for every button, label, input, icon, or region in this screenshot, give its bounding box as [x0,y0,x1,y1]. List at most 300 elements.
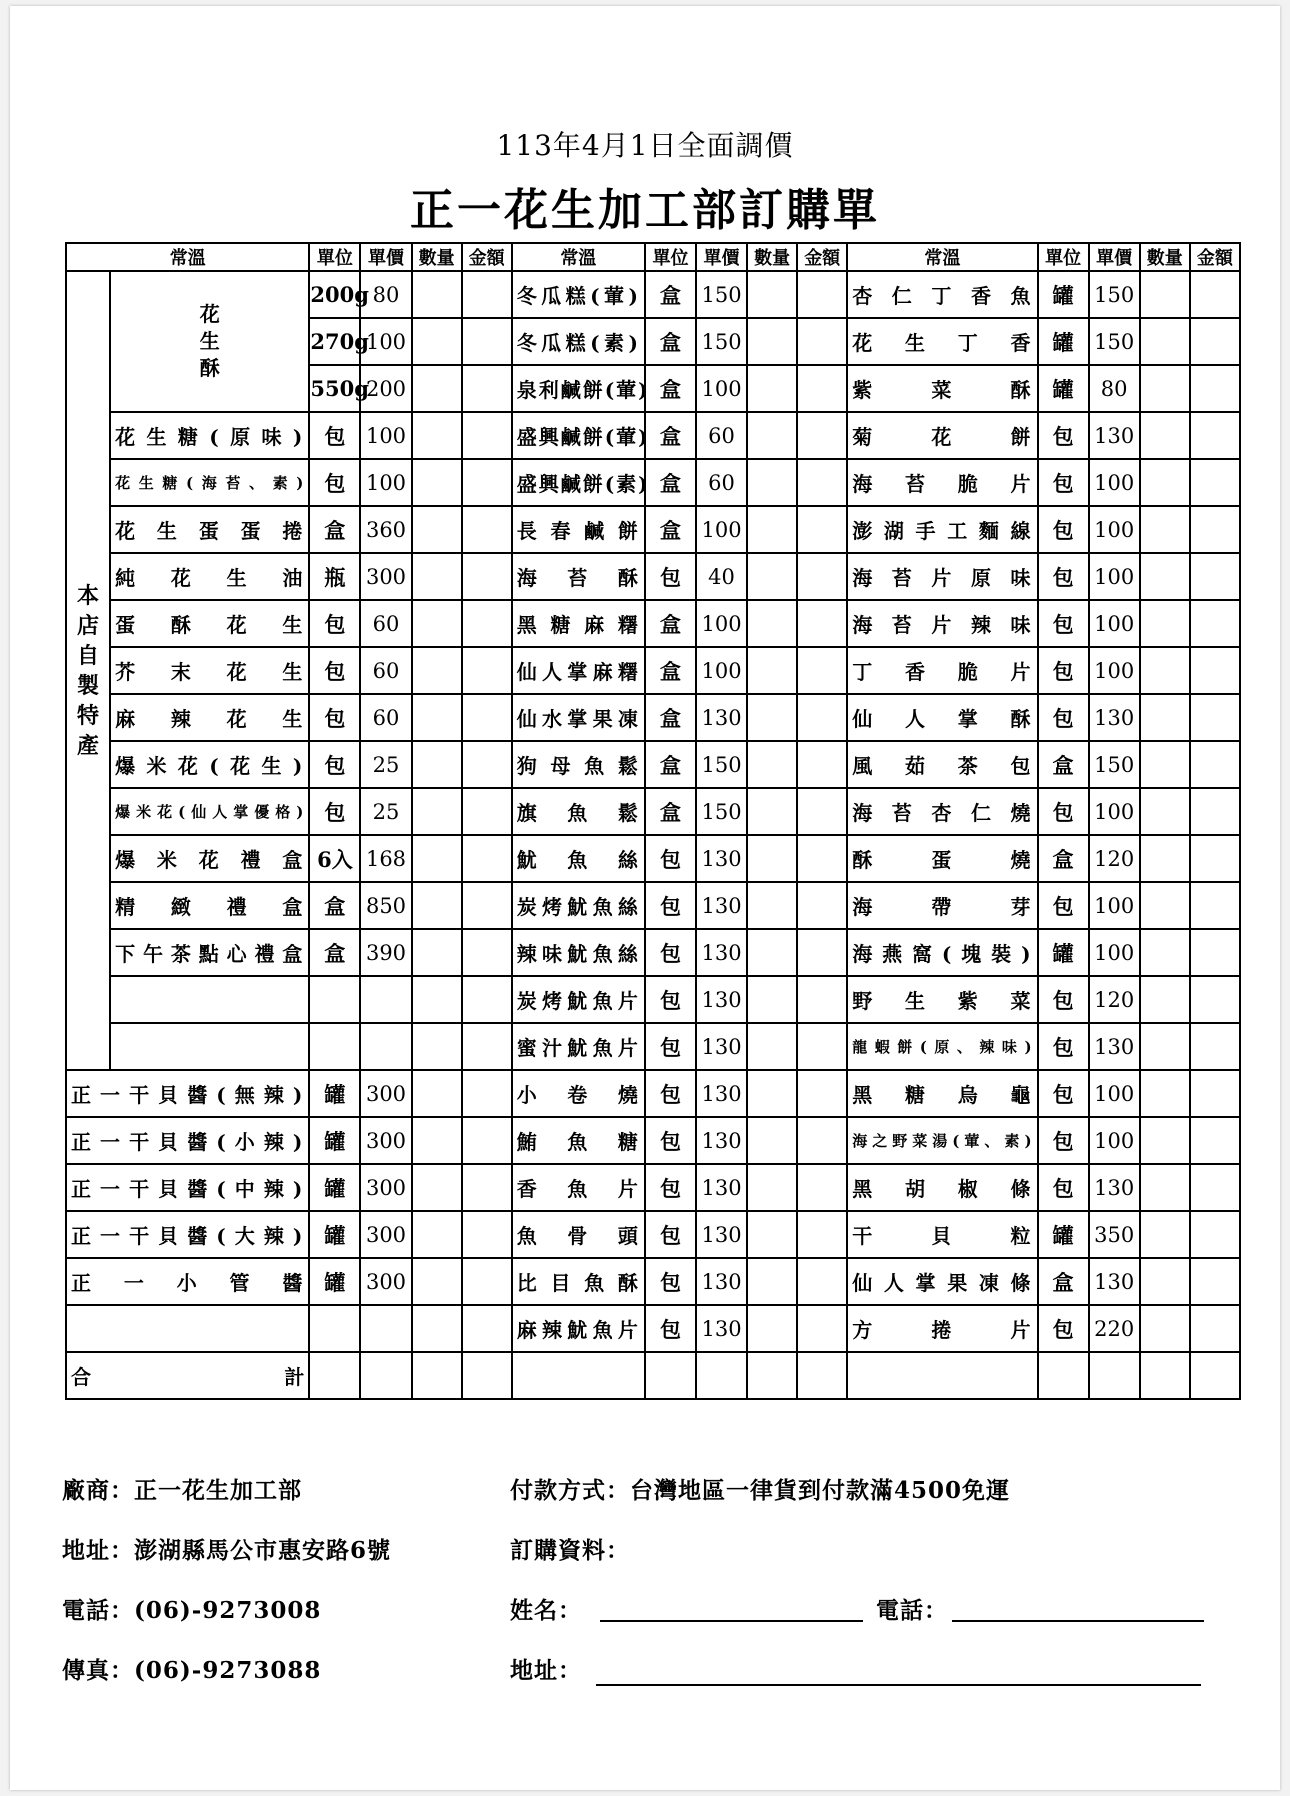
price-cell: 130 [696,694,747,741]
amount-cell[interactable] [797,1164,847,1211]
price-cell: 130 [1089,412,1140,459]
product-name: 仙人掌酥 [847,694,1037,741]
total-blank-cell[interactable] [309,1352,360,1399]
quantity-cell[interactable] [412,412,462,459]
product-name: 黑胡椒條 [847,1164,1037,1211]
price-cell: 130 [696,1070,747,1117]
quantity-cell[interactable] [1140,412,1190,459]
quantity-cell[interactable] [747,412,797,459]
amount-cell[interactable] [462,271,512,318]
quantity-cell[interactable] [412,600,462,647]
quantity-cell[interactable] [412,647,462,694]
col-header-price: 單價 [360,243,411,271]
quantity-cell[interactable] [747,1305,797,1352]
quantity-cell[interactable] [747,741,797,788]
product-name: 魚骨頭 [512,1211,645,1258]
amount-cell[interactable] [1190,694,1240,741]
quantity-cell[interactable] [747,365,797,412]
quantity-cell[interactable] [747,1211,797,1258]
amount-cell[interactable] [1190,788,1240,835]
amount-cell[interactable] [462,882,512,929]
unit-cell: 瓶 [309,553,360,600]
quantity-cell[interactable] [1140,506,1190,553]
price-cell: 100 [1089,1070,1140,1117]
product-name: 狗母魚鬆 [512,741,645,788]
amount-cell[interactable] [1190,929,1240,976]
quantity-cell[interactable] [747,1070,797,1117]
quantity-cell[interactable] [1140,600,1190,647]
amount-cell[interactable] [1190,553,1240,600]
total-blank-cell[interactable] [1038,1352,1089,1399]
amount-cell[interactable] [797,882,847,929]
price-cell: 100 [696,600,747,647]
amount-cell[interactable] [1190,506,1240,553]
col-header-amount: 金額 [1190,243,1240,271]
quantity-cell[interactable] [747,1023,797,1070]
total-row [66,1352,1240,1399]
product-name: 野生紫菜 [847,976,1037,1023]
amount-cell[interactable] [462,835,512,882]
price-cell: 130 [696,1258,747,1305]
table-row [66,459,1240,506]
amount-cell[interactable] [1190,271,1240,318]
product-name: 花生糖(海苔、素) [110,459,309,506]
quantity-cell[interactable] [747,835,797,882]
table-row [66,553,1240,600]
unit-cell: 盒 [645,365,696,412]
amount-cell[interactable] [462,459,512,506]
unit-cell: 盒 [1038,835,1089,882]
amount-cell[interactable] [462,1258,512,1305]
unit-cell: 包 [645,882,696,929]
unit-cell: 盒 [645,271,696,318]
amount-cell[interactable] [1190,318,1240,365]
quantity-cell[interactable] [412,271,462,318]
amount-cell[interactable] [1190,1023,1240,1070]
unit-cell: 包 [1038,412,1089,459]
quantity-cell[interactable] [412,976,462,1023]
price-cell: 100 [696,506,747,553]
price-cell: 150 [696,788,747,835]
unit-cell: 盒 [645,788,696,835]
amount-cell[interactable] [462,1305,512,1352]
quantity-cell[interactable] [1140,318,1190,365]
amount-cell[interactable] [462,1164,512,1211]
quantity-cell[interactable] [412,459,462,506]
price-cell: 300 [360,553,411,600]
amount-cell[interactable] [797,412,847,459]
price-cell: 100 [1089,600,1140,647]
price-cell: 150 [696,271,747,318]
quantity-cell[interactable] [747,600,797,647]
product-name: 香魚片 [512,1164,645,1211]
amount-cell[interactable] [462,412,512,459]
unit-cell: 包 [1038,1164,1089,1211]
amount-cell[interactable] [462,318,512,365]
total-cell[interactable] [1190,1352,1240,1399]
quantity-cell[interactable] [412,741,462,788]
unit-cell: 罐 [1038,1211,1089,1258]
price-cell: 150 [1089,741,1140,788]
table-row [66,1070,1240,1117]
price-adjustment-notice: 113年4月1日全面調價 [496,129,794,162]
amount-cell[interactable] [1190,365,1240,412]
unit-cell: 包 [645,1258,696,1305]
total-blank-cell[interactable] [512,1352,645,1399]
amount-cell[interactable] [797,929,847,976]
quantity-cell[interactable] [747,694,797,741]
vendor-text: 廠商：正一花生加工部 [62,1477,302,1504]
quantity-cell[interactable] [747,976,797,1023]
col-header-category: 常溫 [66,243,309,271]
page-title: 正一花生加工部訂購單 [410,185,880,236]
product-name: 冬瓜糕(葷) [512,271,645,318]
quantity-cell[interactable] [747,459,797,506]
price-cell: 150 [1089,318,1140,365]
col-header-unit: 單位 [1038,243,1089,271]
amount-cell[interactable] [1190,1070,1240,1117]
amount-cell[interactable] [1190,882,1240,929]
product-name: 海之野菜湯(葷、素) [847,1117,1037,1164]
quantity-cell[interactable] [1140,1305,1190,1352]
quantity-cell[interactable] [1140,459,1190,506]
price-cell: 130 [1089,1164,1140,1211]
price-cell: 100 [1089,1117,1140,1164]
product-name: 炭烤魷魚絲 [512,882,645,929]
product-name: 酥蛋燒 [847,835,1037,882]
amount-cell[interactable] [797,835,847,882]
table-row [66,1305,1240,1352]
price-cell: 168 [360,835,411,882]
amount-cell[interactable] [797,1305,847,1352]
product-name [110,1023,309,1070]
amount-cell[interactable] [797,1070,847,1117]
quantity-cell[interactable] [412,1070,462,1117]
quantity-cell[interactable] [1140,788,1190,835]
amount-cell[interactable] [462,506,512,553]
total-label-left: 合 [71,1365,91,1389]
product-name: 爆米花(花生) [110,741,309,788]
col-header-amount: 金額 [797,243,847,271]
amount-cell[interactable] [462,788,512,835]
amount-cell[interactable] [462,553,512,600]
unit-cell: 盒 [645,600,696,647]
col-header-price: 單價 [1089,243,1140,271]
total-blank-cell[interactable] [645,1352,696,1399]
quantity-cell[interactable] [747,271,797,318]
unit-cell: 包 [1038,976,1089,1023]
col-header-unit: 單位 [645,243,696,271]
amount-cell[interactable] [1190,600,1240,647]
product-name: 黑糖烏龜 [847,1070,1037,1117]
unit-cell: 包 [309,741,360,788]
quantity-cell[interactable] [412,1117,462,1164]
unit-cell: 包 [1038,553,1089,600]
amount-cell[interactable] [797,600,847,647]
product-name: 泉利鹹餅(葷) [512,365,645,412]
quantity-cell[interactable] [412,553,462,600]
product-name [110,976,309,1023]
amount-cell[interactable] [462,1117,512,1164]
quantity-cell[interactable] [747,1258,797,1305]
total-label-right: 計 [284,1365,305,1389]
amount-cell[interactable] [1190,1305,1240,1352]
quantity-cell[interactable] [747,1117,797,1164]
quantity-cell[interactable] [747,882,797,929]
product-name: 花生蛋蛋捲 [110,506,309,553]
address-text: 地址：澎湖縣馬公市惠安路6號 [62,1537,392,1564]
quantity-cell[interactable] [1140,1164,1190,1211]
unit-cell: 罐 [309,1258,360,1305]
peanut-crisp-label [110,271,309,412]
product-name: 花生糖(原味) [110,412,309,459]
quantity-cell[interactable] [412,788,462,835]
unit-cell: 盒 [1038,1258,1089,1305]
unit-cell: 包 [645,835,696,882]
quantity-cell[interactable] [412,1164,462,1211]
table-row [66,412,1240,459]
table-row [66,1258,1240,1305]
price-cell: 40 [696,553,747,600]
price-cell: 100 [1089,553,1140,600]
amount-cell[interactable] [462,1023,512,1070]
col-header-qty: 數量 [747,243,797,271]
amount-cell[interactable] [797,694,847,741]
quantity-cell[interactable] [1140,553,1190,600]
amount-cell[interactable] [462,694,512,741]
quantity-cell[interactable] [412,1023,462,1070]
col-header-unit: 單位 [309,243,360,271]
unit-cell: 包 [645,1164,696,1211]
unit-cell: 罐 [309,1211,360,1258]
quantity-cell[interactable] [412,506,462,553]
quantity-cell[interactable] [1140,1258,1190,1305]
amount-cell[interactable] [1190,459,1240,506]
total-cell[interactable] [462,1352,512,1399]
product-name: 長春鹹餅 [512,506,645,553]
quantity-cell[interactable] [747,1164,797,1211]
quantity-cell[interactable] [412,882,462,929]
total-blank-cell[interactable] [696,1352,747,1399]
unit-cell: 盒 [309,929,360,976]
amount-cell[interactable] [797,647,847,694]
unit-cell: 盒 [309,506,360,553]
amount-cell[interactable] [1190,741,1240,788]
unit-cell: 包 [1038,1305,1089,1352]
table-row [66,1211,1240,1258]
quantity-cell[interactable] [1140,1023,1190,1070]
unit-cell: 包 [309,788,360,835]
amount-cell[interactable] [462,1070,512,1117]
quantity-cell[interactable] [1140,976,1190,1023]
price-cell: 60 [360,647,411,694]
amount-cell[interactable] [797,1023,847,1070]
phone-field[interactable] [952,1602,1204,1622]
table-row [66,788,1240,835]
quantity-cell[interactable] [747,929,797,976]
table-row [66,506,1240,553]
product-name: 正一小管醬 [66,1258,309,1305]
unit-cell: 包 [645,553,696,600]
total-cell[interactable] [1140,1352,1190,1399]
amount-cell[interactable] [462,1211,512,1258]
amount-cell[interactable] [797,318,847,365]
address-field[interactable] [596,1666,1201,1686]
price-cell: 130 [696,1023,747,1070]
table-row [66,271,1240,318]
table-row [66,882,1240,929]
product-name: 花生丁香 [847,318,1037,365]
quantity-cell[interactable] [1140,1117,1190,1164]
amount-cell[interactable] [797,1117,847,1164]
quantity-cell[interactable] [1140,271,1190,318]
amount-cell[interactable] [1190,412,1240,459]
product-name: 盛興鹹餅(素) [512,459,645,506]
quantity-cell[interactable] [412,694,462,741]
unit-cell: 6入 [309,835,360,882]
price-cell: 200 [360,365,411,412]
amount-cell[interactable] [797,976,847,1023]
product-name: 黑糖麻糬 [512,600,645,647]
product-name: 仙水掌果凍 [512,694,645,741]
amount-cell[interactable] [462,647,512,694]
quantity-cell[interactable] [1140,929,1190,976]
amount-cell[interactable] [797,271,847,318]
quantity-cell[interactable] [747,788,797,835]
price-cell: 100 [1089,459,1140,506]
unit-cell: 罐 [1038,929,1089,976]
price-cell: 60 [360,600,411,647]
amount-cell[interactable] [797,459,847,506]
table-header-row [66,243,1240,271]
amount-cell[interactable] [1190,1164,1240,1211]
fax-text: 傳真：(06)-9273088 [62,1657,322,1684]
quantity-cell[interactable] [747,506,797,553]
total-blank-cell[interactable] [847,1352,1037,1399]
amount-cell[interactable] [797,1211,847,1258]
address-field-label: 地址： [510,1657,582,1684]
unit-cell: 包 [1038,1070,1089,1117]
amount-cell[interactable] [462,976,512,1023]
total-blank-cell[interactable] [1089,1352,1140,1399]
amount-cell[interactable] [797,365,847,412]
total-cell[interactable] [747,1352,797,1399]
unit-cell: 盒 [645,459,696,506]
quantity-cell[interactable] [412,318,462,365]
unit-cell: 盒 [645,741,696,788]
table-row [66,647,1240,694]
quantity-cell[interactable] [412,1258,462,1305]
quantity-cell[interactable] [747,647,797,694]
amount-cell[interactable] [1190,1117,1240,1164]
quantity-cell[interactable] [1140,835,1190,882]
name-field[interactable] [600,1602,863,1622]
table-row [66,600,1240,647]
unit-cell: 盒 [1038,741,1089,788]
amount-cell[interactable] [1190,1211,1240,1258]
quantity-cell[interactable] [1140,741,1190,788]
amount-cell[interactable] [797,506,847,553]
price-cell: 100 [360,412,411,459]
amount-cell[interactable] [797,788,847,835]
price-cell: 60 [696,459,747,506]
total-blank-cell[interactable] [360,1352,411,1399]
price-cell: 25 [360,788,411,835]
total-label [66,1352,309,1399]
product-name: 海帶芽 [847,882,1037,929]
quantity-cell[interactable] [747,553,797,600]
quantity-cell[interactable] [412,365,462,412]
quantity-cell[interactable] [412,1211,462,1258]
product-name: 蜜汁魷魚片 [512,1023,645,1070]
amount-cell[interactable] [797,553,847,600]
product-name: 方捲片 [847,1305,1037,1352]
price-cell: 300 [360,1070,411,1117]
quantity-cell[interactable] [412,929,462,976]
total-cell[interactable] [412,1352,462,1399]
quantity-cell[interactable] [412,835,462,882]
amount-cell[interactable] [462,741,512,788]
table-row [66,1117,1240,1164]
unit-cell: 包 [309,412,360,459]
amount-cell[interactable] [1190,647,1240,694]
quantity-cell[interactable] [747,318,797,365]
product-name: 菊花餅 [847,412,1037,459]
price-cell: 100 [1089,506,1140,553]
quantity-cell[interactable] [1140,365,1190,412]
total-cell[interactable] [797,1352,847,1399]
payment-text: 付款方式：台灣地區一律貨到付款滿4500免運 [510,1477,1011,1504]
product-name: 海苔脆片 [847,459,1037,506]
price-cell: 130 [1089,1258,1140,1305]
quantity-cell[interactable] [1140,1070,1190,1117]
amount-cell[interactable] [797,1258,847,1305]
price-cell: 130 [1089,694,1140,741]
name-label: 姓名： [510,1597,582,1624]
quantity-cell[interactable] [1140,882,1190,929]
price-cell: 360 [360,506,411,553]
quantity-cell[interactable] [412,1305,462,1352]
quantity-cell[interactable] [1140,1211,1190,1258]
product-name: 正一干貝醬(大辣) [66,1211,309,1258]
amount-cell[interactable] [1190,976,1240,1023]
price-cell: 100 [360,459,411,506]
amount-cell[interactable] [1190,1258,1240,1305]
amount-cell[interactable] [797,741,847,788]
product-name: 比目魚酥 [512,1258,645,1305]
unit-cell: 包 [645,929,696,976]
unit-cell: 包 [1038,506,1089,553]
product-name: 杏仁丁香魚 [847,271,1037,318]
table-row [66,835,1240,882]
product-name: 海苔片辣味 [847,600,1037,647]
amount-cell[interactable] [1190,835,1240,882]
amount-cell[interactable] [462,929,512,976]
price-cell: 300 [360,1258,411,1305]
unit-cell: 包 [1038,1023,1089,1070]
section-label [66,271,110,1070]
unit-cell: 盒 [645,647,696,694]
peanut-crisp-text: 花生酥 [199,302,220,380]
amount-cell[interactable] [462,365,512,412]
product-name: 正一干貝醬(無辣) [66,1070,309,1117]
amount-cell[interactable] [462,600,512,647]
quantity-cell[interactable] [1140,647,1190,694]
col-header-category: 常溫 [512,243,645,271]
col-header-price: 單價 [696,243,747,271]
unit-cell: 包 [309,459,360,506]
quantity-cell[interactable] [1140,694,1190,741]
